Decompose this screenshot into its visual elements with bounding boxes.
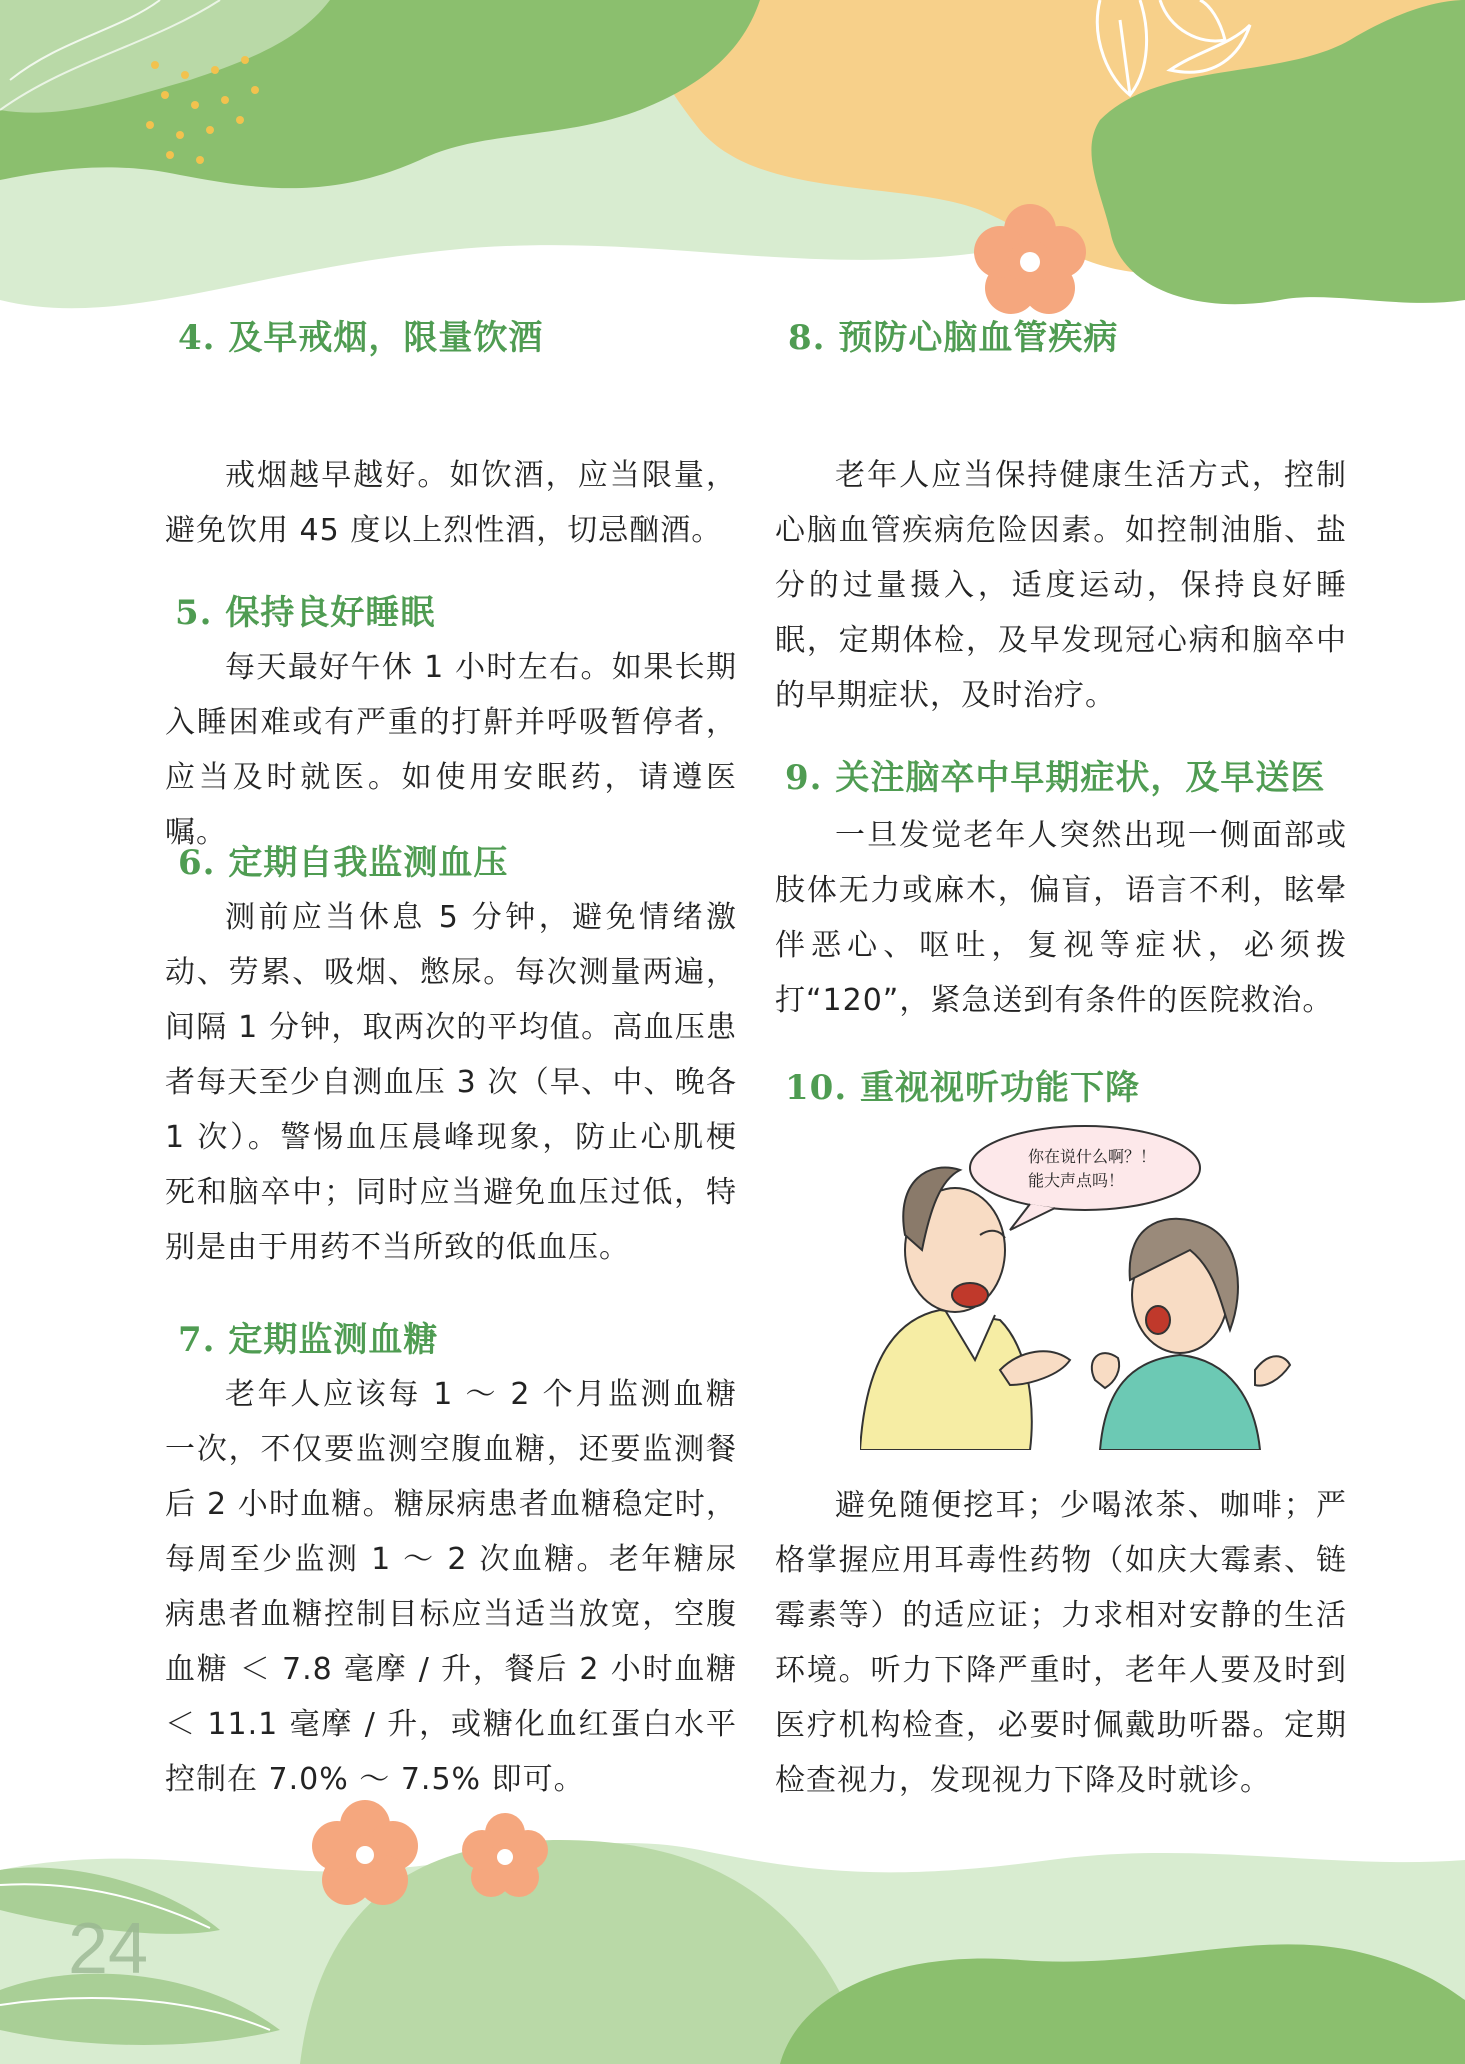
bottom-flower-2 <box>462 1813 548 1897</box>
para-4: 戒烟越早越好。如饮酒，应当限量，避免饮用 45 度以上烈性酒，切忌酗酒。 <box>165 458 737 548</box>
speech-bubble <box>970 1126 1200 1210</box>
para-9: 一旦发觉老年人突然出现一侧面部或肢体无力或麻木，偏盲，语言不利，眩晕伴恶心、呕吐，复视等症状，必须拨打“120”，紧急送到有条件的医院救治。 <box>775 818 1347 1018</box>
bubble-line-2: 能大声点吗！ <box>1028 1171 1125 1190</box>
heading-5: 5. 保持良好睡眠 <box>175 593 436 633</box>
page-number: 24 <box>68 1909 149 1989</box>
para-8: 老年人应当保持健康生活方式，控制心脑血管疾病危险因素。如控制油脂、盐分的过量摄入，适度运动，保持良好睡眠，定期体检，及早发现冠心病和脑卒中的早期症状，及时治疗。 <box>775 458 1347 713</box>
para-7: 老年人应该每 1 ～ 2 个月监测血糖一次，不仅要监测空腹血糖，还要监测餐后 2 小时血糖。糖尿病患者血糖稳定时，每周至少监测 1 ～ 2 次血糖。老年糖尿病患者血糖控制目标应当适当放宽，空腹血糖 ＜ 7.8 毫摩 / 升，餐后 2 小时血糖 ＜ 11.1 毫摩 / 升，或糖化血红蛋白水平控制在 7.0% ～ 7.5% 即可。 <box>165 1377 737 1797</box>
hearing-illustration <box>860 1120 1300 1450</box>
para-6: 测前应当休息 5 分钟，避免情绪激动、劳累、吸烟、憋尿。每次测量两遍，间隔 1 分钟，取两次的平均值。高血压患者每天至少自测血压 3 次（早、中、晚各 1 次）。警惕血压晨峰现象，防止心肌梗死和脑卒中；同时应当避免血压过低，特别是由于用药不当所致的低血压。 <box>165 900 737 1265</box>
bottom-flower-1 <box>312 1800 418 1905</box>
heading-7: 7. 定期监测血糖 <box>178 1320 439 1360</box>
bubble-line-1: 你在说什么啊？！ <box>1028 1147 1157 1166</box>
heading-8: 8. 预防心脑血管疾病 <box>788 318 1119 358</box>
old-woman-figure <box>1092 1219 1290 1450</box>
heading-9: 9. 关注脑卒中早期症状，及早送医 <box>785 758 1326 798</box>
para-5: 每天最好午休 1 小时左右。如果长期入睡困难或有严重的打鼾并呼吸暂停者，应当及时就医。如使用安眠药，请遵医嘱。 <box>165 650 737 850</box>
heading-4: 4. 及早戒烟，限量饮酒 <box>178 318 544 358</box>
heading-6: 6. 定期自我监测血压 <box>178 843 509 883</box>
para-10: 避免随便挖耳；少喝浓茶、咖啡；严格掌握应用耳毒性药物（如庆大霉素、链霉素等）的适应证；力求相对安静的生活环境。听力下降严重时，老年人要及时到医疗机构检查，必要时佩戴助听器。定期检查视力，发现视力下降及时就诊。 <box>775 1488 1347 1798</box>
heading-10: 10. 重视视听功能下降 <box>785 1068 1140 1108</box>
